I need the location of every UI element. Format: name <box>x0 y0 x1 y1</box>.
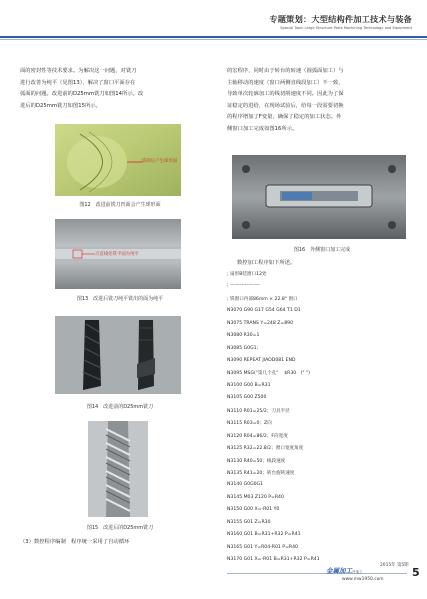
text-line: 证稳定的进给，在现场试验后，给每一段需要切换 <box>227 102 344 109</box>
nc-program-line: N3170 G01 X=-R01 B=R31+R32 P=R41 <box>227 557 320 562</box>
nc-program-line: N3130 R40=50；线段速度 <box>227 458 286 464</box>
nc-program-line: N3080 R30=1 <box>227 333 260 339</box>
figure-13-image <box>55 219 181 289</box>
figure-12-annotation: 铣削后产生球形面 <box>142 159 178 164</box>
nc-program-line: N3095 MSG("第几个孔" $R30 (" ") <box>227 371 310 377</box>
text-line: 面的密封性等技术要求。为解决这一问题，对铣刀 <box>20 68 137 74</box>
nc-program-line: N3070 G90 G17 G54 G64 T1 D1 <box>227 308 301 314</box>
header-rule-thin <box>0 39 427 40</box>
figure-15-illustration <box>88 421 148 517</box>
nc-program-line: N3100 G00 B=R31 <box>227 382 271 388</box>
figure-13-caption: 图13 改进后铣刀纯平铣出的面为纯平 <box>76 296 164 302</box>
text-line: 进行改善为纯平（见图13），解决了窗口平面存在 <box>20 79 136 86</box>
nc-program-line: N3090 REPEAT JIAOD081 END <box>227 358 296 364</box>
figure-16-caption: 图16 外侧窗口加工完成 <box>293 247 351 253</box>
text-line: 进后的D25mm铣刀如图15所示。 <box>20 102 101 109</box>
nc-program-line: N3075 TRANS Y=248 Z=890 <box>227 320 294 326</box>
nc-program-line: N3155 G01 Z=R30 <box>227 519 271 525</box>
header-subtitle: Special Topic Large Structure Parts Machining Technology and Equipment <box>280 26 412 30</box>
figure-14-caption: 图14 改进前的D25mm铣刀 <box>86 404 154 410</box>
text-line: （3）数控程序编制 程序统一采用了自动循环 <box>20 539 130 545</box>
nc-program-line: N3140 G0G0G1 <box>227 482 264 488</box>
footer-logo-sub: 冷加工 <box>352 570 363 574</box>
figure-14-image <box>55 316 181 394</box>
text-line: 导致单次轮廓加工的线切削速度不同。因此为了保 <box>227 91 344 98</box>
footer-url: www.mw1950.com <box>342 577 384 582</box>
left-intro-paragraph <box>20 66 220 112</box>
text-line: 的程序增加了F变量，确保了稳定的加工状态。外 <box>227 114 342 121</box>
figure-16-illustration <box>232 155 406 239</box>
figure-12-caption: 图12 改进前铣刀凹面会产生球形面 <box>79 202 161 208</box>
figure-14-illustration <box>55 316 181 394</box>
nc-program-line: N3085 G0G1; <box>227 345 259 351</box>
text-line: 主轴移动的速度（窗口两侧直线段加工）不一致， <box>227 79 344 86</box>
figure-15-image <box>88 421 148 517</box>
nc-program-line: ; 扇形B装窗口12处 <box>227 272 267 277</box>
footer-rule <box>227 573 407 574</box>
nc-program-line: ; ------------------ <box>227 283 260 289</box>
figure-13-annotation: 刃直线处铣平面为纯平 <box>95 252 139 257</box>
text-line: 的宏程序，同时由于转台的转速（圆弧面加工）与 <box>227 68 344 74</box>
text-line: 侧窗口加工完成如图16所示。 <box>227 125 298 132</box>
footer-issue: 2015年 第5期 <box>380 563 409 568</box>
program-intro <box>237 258 417 270</box>
footer-logo-text: 金属加工 <box>326 567 352 575</box>
figure-15-caption: 图15 改进后的D25mm铣刀 <box>86 525 154 531</box>
nc-program-line: N3160 G01 B=R31+R32 P=R41 <box>227 532 301 538</box>
header-rule <box>0 36 427 38</box>
left-bottom-paragraph <box>20 537 220 549</box>
nc-program-line: N3150 G00 X=-R01 Y0 <box>227 507 280 513</box>
figure-12-image <box>55 124 181 196</box>
figure-16-image <box>232 155 406 239</box>
nc-program-line: N3125 R32=22.8/2；窗口宽度角度 <box>227 446 304 452</box>
footer-logo <box>326 566 363 575</box>
nc-program-line: N3115 R03=0；Z向 <box>227 421 272 427</box>
nc-program-line: N3105 G00 Z500 <box>227 395 267 401</box>
page-number: 5 <box>412 566 420 579</box>
nc-program-line: N3145 M03 Z120 P=R40 <box>227 494 284 500</box>
nc-program-line: N3135 R41=20；转台旋转速度 <box>227 470 295 476</box>
header-title: 专题策划：大型结构件加工技术与装备 <box>269 14 412 24</box>
text-line: 弧面的问题。改进前的D25mm铣刀如图14所示。改 <box>20 91 144 98</box>
nc-program-line: N3165 G01 Y=R04-R01 P=R40 <box>227 544 298 550</box>
nc-program-line: N3120 R04=86/2；F向宽度 <box>227 433 288 439</box>
nc-program-line: ; 铣窗口内部86mm × 22.8° 窗口 <box>227 296 298 302</box>
text-line: 数控加工程序如下所述。 <box>237 260 296 266</box>
right-intro-paragraph <box>227 66 417 136</box>
nc-program-line: N3110 R01=25/2；刀具半径 <box>227 408 290 414</box>
